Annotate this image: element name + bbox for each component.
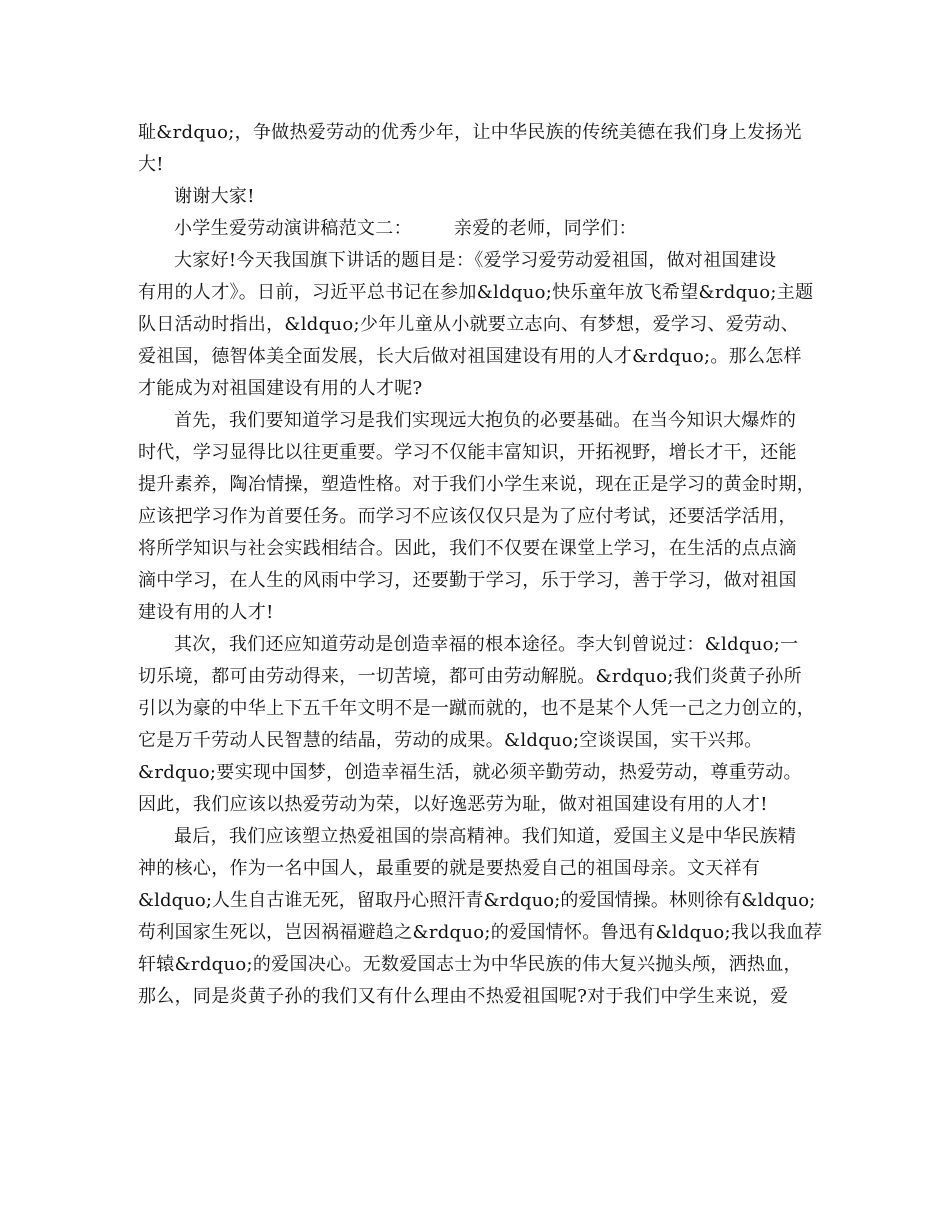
section-title: 小学生爱劳动演讲稿范文二：	[174, 218, 412, 239]
text-line: 因此，我们应该以热爱劳动为荣，以好逸恶劳为耻，做对祖国建设有用的人才!	[138, 794, 768, 815]
text-line: 谢谢大家!	[174, 186, 255, 207]
text-line: 首先，我们要知道学习是我们实现远大抱负的必要基础。在当今知识大爆炸的	[174, 410, 797, 431]
text-line: 时代，学习显得比以往更重要。学习不仅能丰富知识，开拓视野，增长才干，还能	[138, 442, 797, 463]
text-line: 将所学知识与社会实践相结合。因此，我们不仅要在课堂上学习，在生活的点点滴	[138, 538, 797, 559]
text-line: 提升素养，陶冶情操，塑造性格。对于我们小学生来说，现在正是学习的黄金时期，	[138, 474, 816, 495]
text-line: 应该把学习作为首要任务。而学习不应该仅仅只是为了应付考试，还要活学活用，	[138, 506, 797, 527]
text-line: &rdquo;要实现中国梦，创造幸福生活，就必须辛勤劳动，热爱劳动，尊重劳动。	[138, 762, 802, 783]
text-line: 建设有用的人才!	[138, 602, 274, 623]
text-line: 大!	[138, 154, 164, 175]
text-line: 苟利国家生死以，岂因祸福避趋之&rdquo;的爱国情怀。鲁迅有&ldquo;我以我血荐	[138, 922, 823, 943]
text-line: 那么，同是炎黄子孙的我们又有什么理由不热爱祖国呢?对于我们中学生来说，爱	[138, 986, 789, 1007]
text-line: 大家好!今天我国旗下讲话的题目是：《爱学习爱劳动爱祖国，做对祖国建设	[174, 250, 777, 271]
text-line: 其次，我们还应知道劳动是创造幸福的根本途径。李大钊曾说过：&ldquo;一	[174, 634, 799, 655]
text-line: 滴中学习，在人生的风雨中学习，还要勤于学习，乐于学习，善于学习，做对祖国	[138, 570, 797, 591]
text-line: 它是万千劳动人民智慧的结晶，劳动的成果。&ldquo;空谈误国，实干兴邦。	[138, 730, 763, 751]
salutation: 亲爱的老师，同学们：	[453, 218, 637, 239]
body-text	[138, 117, 822, 1013]
text-line: 队日活动时指出，&ldquo;少年儿童从小就要立志向、有梦想，爱学习、爱劳动、	[138, 314, 800, 335]
text-line: 引以为豪的中华上下五千年文明不是一蹴而就的，也不是某个人凭一己之力创立的，	[138, 698, 816, 719]
text-line	[138, 213, 822, 245]
text-line: 才能成为对祖国建设有用的人才呢?	[138, 378, 423, 399]
text-line: 爱祖国，德智体美全面发展，长大后做对祖国建设有用的人才&rdquo;。那么怎样	[138, 346, 802, 367]
text-line: 耻&rdquo;，争做热爱劳动的优秀少年，让中华民族的传统美德在我们身上发扬光	[138, 122, 802, 143]
text-line: 最后，我们应该塑立热爱祖国的崇高精神。我们知道，爱国主义是中华民族精	[174, 826, 797, 847]
text-line: &ldquo;人生自古谁无死，留取丹心照汗青&rdquo;的爱国情操。林则徐有&ldquo;	[138, 890, 816, 911]
text-line: 切乐境，都可由劳动得来，一切苦境，都可由劳动解脱。&rdquo;我们炎黄子孙所	[138, 666, 802, 687]
text-line: 神的核心，作为一名中国人，最重要的就是要热爱自己的祖国母亲。文天祥有	[138, 858, 761, 879]
text-line: 有用的人才》。日前，习近平总书记在参加&ldquo;快乐童年放飞希望&rdquo;主题	[138, 282, 814, 303]
text-line: 轩辕&rdquo;的爱国决心。无数爱国志士为中华民族的伟大复兴抛头颅，洒热血，	[138, 954, 802, 975]
